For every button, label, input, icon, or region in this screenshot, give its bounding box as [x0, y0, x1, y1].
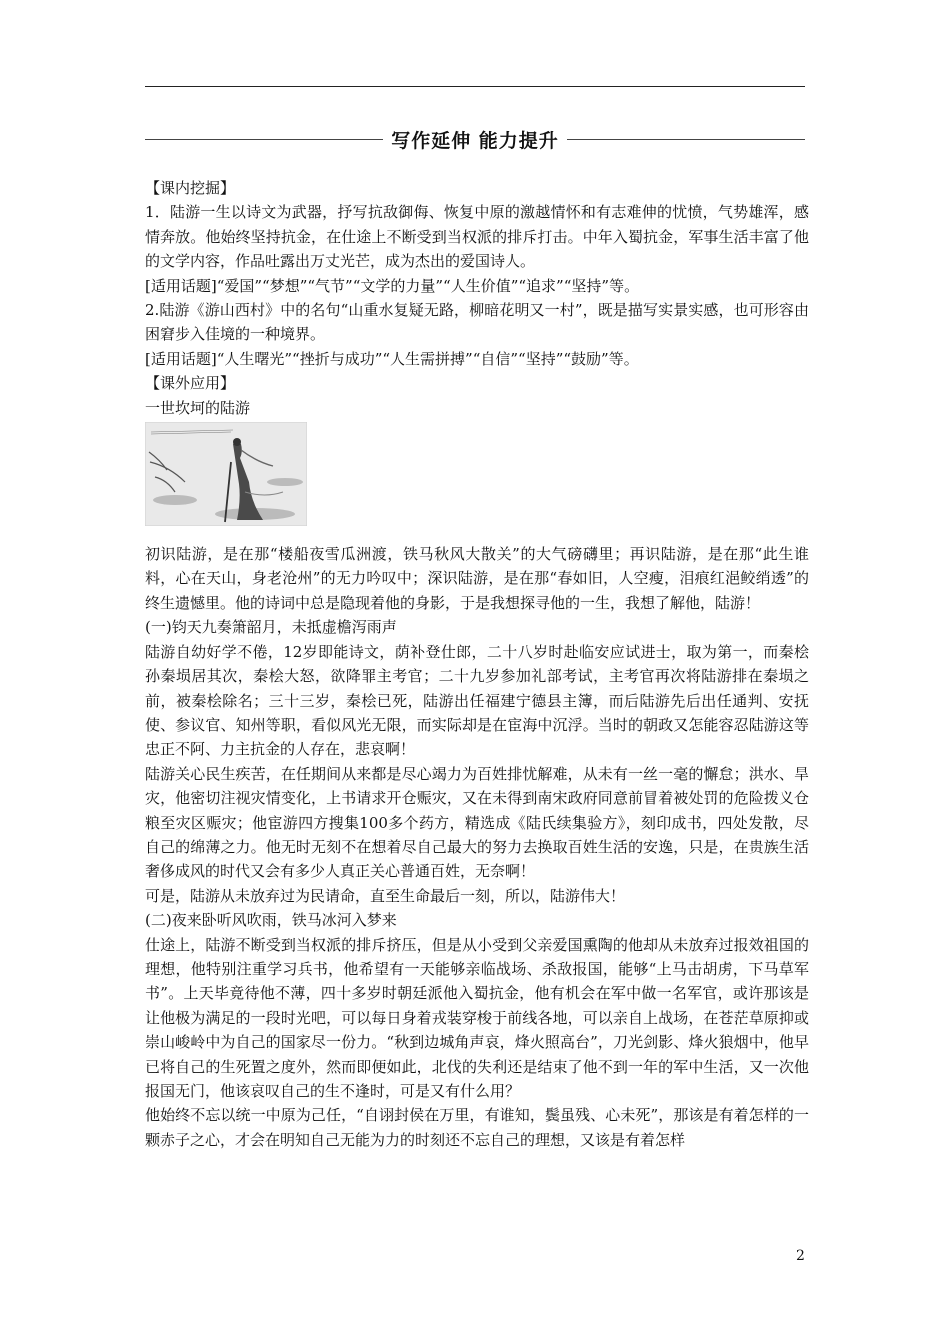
- heading-extra: 【课外应用】: [145, 374, 236, 393]
- document-body: [145, 176, 809, 1152]
- title-left-line: [145, 139, 383, 140]
- essay-intro: 初识陆游，是在那“楼船夜雪瓜洲渡，铁马秋风大散关”的大气磅礴里；再识陆游，是在那“此生谁料，心在天山，身老沧州”的无力吟叹中；深识陆游，是在那“春如旧，人空瘦，泪痕红浥鲛绡透”的终生遗憾里。他的诗词中总是隐现着他的身影，于是我想探寻他的一生，我想了解他，陆游！: [145, 545, 809, 612]
- paragraph-1: 陆游自幼好学不倦，12岁即能诗文，荫补登仕郎，二十八岁时赴临安应试进士，取为第一，而秦桧孙秦埙居其次，秦桧大怒，欲降罪主考官；二十九岁参加礼部考试，主考官再次将陆游排在秦埙之前，被秦桧除名；三十三岁，秦桧已死，陆游出任福建宁德县主簿，而后陆游先后出任通判、安抚使、参议官、知州等职，看似风光无限，而实际却是在宦海中沉浮。当时的朝政又怎能容忍陆游这等忠正不阿、力主抗金的人存在，悲哀啊！: [145, 642, 809, 759]
- item-1: 1．陆游一生以诗文为武器，抒写抗敌御侮、恢复中原的激越情怀和有志难伸的忧愤，气势雄浑，感情奔放。他始终坚持抗金，在仕途上不断受到当权派的排斥打击。中年入蜀抗金，军事生活丰富了他的文学内容，作品吐露出万丈光芒，成为杰出的爱国诗人。: [145, 203, 809, 271]
- subheading-2: (二)夜来卧听风吹雨，铁马冰河入梦来: [145, 911, 397, 930]
- title-right-line: [567, 139, 805, 140]
- ink-painting-image: [145, 422, 307, 526]
- item-2: 2.陆游《游山西村》中的名句“山重水复疑无路，柳暗花明又一村”，既是描写实景实感，也可形容由困窘步入佳境的一种境界。: [145, 301, 809, 344]
- topics-2: [适用话题]“人生曙光”“挫折与成功”“人生需拼搏”“自信”“坚持”“鼓励”等。: [145, 349, 639, 368]
- topics-1: [适用话题]“爱国”“梦想”“气节”“文学的力量”“人生价值”“追求”“坚持”等。: [145, 276, 640, 295]
- paragraph-3: 可是，陆游从未放弃过为民请命，直至生命最后一刻，所以，陆游伟大！: [145, 886, 626, 905]
- paragraph-4: 仕途上，陆游不断受到当权派的排斥挤压，但是从小受到父亲爱国熏陶的他却从未放弃过报效祖国的理想，他特别注重学习兵书，他希望有一天能够亲临战场、杀敌报国，能够“上马击胡虏，下马草军书”。上天毕竟待他不薄，四十多岁时朝廷派他入蜀抗金，他有机会在军中做一名军官，或许那该是让他极为满足的一段时光吧，可以每日身着戎装穿梭于前线各地，可以亲自上战场，在苍茫草原抑或崇山峻岭中为自己的国家尽一份力。“秋到边城角声哀，烽火照高台”，刀光剑影、烽火狼烟中，他早已将自己的生死置之度外，然而即便如此，北伐的失利还是结束了他不到一年的军中生活，又一次他报国无门，他该哀叹自己的生不逢时，可是又有什么用？: [145, 935, 809, 1100]
- paragraph-5: 他始终不忘以统一中原为己任，“自诩封侯在万里，有谁知，鬓虽残、心未死”，那该是有着怎样的一颗赤子之心，才会在明知自己无能为力的时刻还不忘自己的理想，又该是有着怎样: [145, 1106, 809, 1149]
- heading-in-class: 【课内挖掘】: [145, 179, 236, 197]
- section-title-text: 写作延伸 能力提升: [391, 129, 559, 152]
- section-title: [145, 124, 805, 154]
- paragraph-2: 陆游关心民生疾苦，在任期间从来都是尽心竭力为百姓排忧解难，从未有一丝一毫的懈怠；洪水、旱灾，他密切注视灾情变化，上书请求开仓赈灾，又在未得到南宋政府同意前冒着被处罚的危险拨义仓粮至灾区赈灾；他宦游四方搜集100多个药方，精选成《陆氏续集验方》，刻印成书，四处发散，尽自己的绵薄之力。他无时无刻不在想着尽自己最大的努力去换取百姓生活的安逸，只是，在贵族生活奢侈成风的时代又会有多少人真正关心普通百姓，无奈啊！: [145, 764, 809, 881]
- top-rule: [145, 86, 805, 87]
- page-number: 2: [796, 1248, 805, 1264]
- essay-title: 一世坎坷的陆游: [145, 398, 251, 417]
- subheading-1: (一)钧天九奏箫韶月，未抵虚檐泻雨声: [145, 618, 397, 637]
